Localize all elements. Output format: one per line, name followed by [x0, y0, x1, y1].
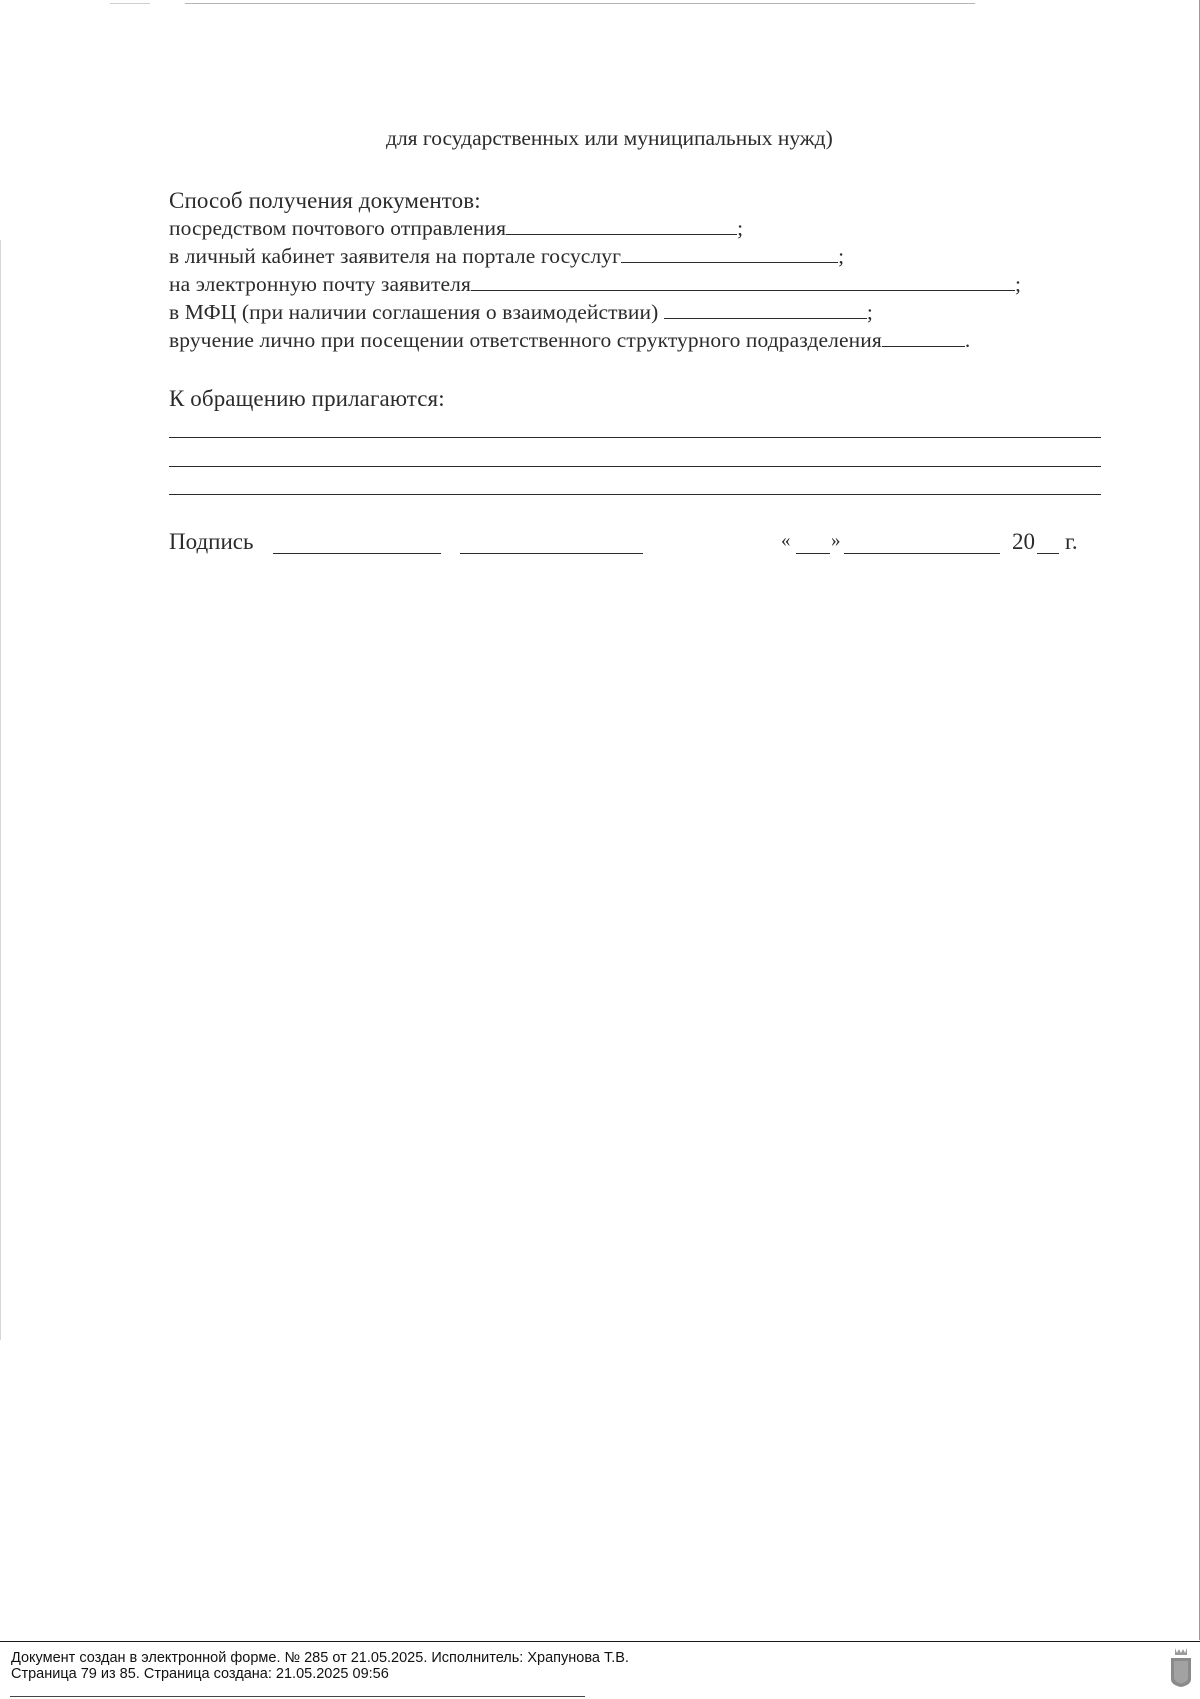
- receipt-option-label: вручение лично при посещении ответственного структурного подразделения: [169, 328, 882, 352]
- fill-in-blank[interactable]: [506, 216, 737, 235]
- attachment-line-1[interactable]: [169, 437, 1101, 438]
- receipt-option-email: [169, 271, 1021, 297]
- fill-in-blank[interactable]: [882, 328, 965, 347]
- option-terminator: ;: [737, 216, 744, 240]
- signature-row: [169, 529, 1109, 559]
- receipt-option-label: посредством почтового отправления: [169, 216, 507, 240]
- receipt-option-gosuslugi: [169, 243, 844, 269]
- attachment-line-2[interactable]: [169, 466, 1101, 467]
- signature-name-blank[interactable]: [460, 531, 643, 554]
- scan-top-rule: [185, 3, 975, 4]
- option-terminator: .: [964, 328, 971, 352]
- receipt-option-in-person: [169, 327, 970, 353]
- day-blank[interactable]: [796, 531, 830, 554]
- receipt-option-label: на электронную почту заявителя: [169, 272, 471, 296]
- year-prefix: 20: [1012, 529, 1035, 554]
- receipt-option-label: в личный кабинет заявителя на портале госуслуг: [169, 244, 622, 268]
- month-blank[interactable]: [844, 531, 1000, 554]
- option-terminator: ;: [866, 300, 873, 324]
- year-blank[interactable]: [1037, 531, 1059, 554]
- date-close-quote: »: [831, 530, 841, 551]
- receipt-option-post: [169, 215, 743, 241]
- fill-in-blank[interactable]: [471, 272, 1015, 291]
- fill-in-blank[interactable]: [621, 244, 838, 263]
- year-suffix: г.: [1065, 529, 1078, 554]
- attachment-line-3[interactable]: [169, 494, 1101, 495]
- footer-document-info: Документ создан в электронной форме. № 285 от 21.05.2025. Исполнитель: Храпунова Т.В.: [11, 1650, 629, 1666]
- document-footer: [0, 1641, 1200, 1699]
- option-terminator: ;: [1014, 272, 1022, 296]
- footer-rule: [10, 1696, 585, 1697]
- option-terminator: ;: [838, 244, 845, 268]
- receipt-option-label: в МФЦ (при наличии соглашения о взаимодействии): [169, 300, 659, 324]
- attachments-title: К обращению прилагаются:: [169, 386, 445, 411]
- signature-blank[interactable]: [273, 531, 441, 554]
- page-left-edge: [0, 240, 1, 1340]
- footer-page-info: Страница 79 из 85. Страница создана: 21.05.2025 09:56: [11, 1666, 389, 1682]
- crest-icon: [1168, 1646, 1194, 1688]
- continuation-text: для государственных или муниципальных нужд): [386, 126, 833, 150]
- signature-label: Подпись: [169, 529, 254, 554]
- date-open-quote: «: [781, 530, 791, 551]
- scan-edge-mark: [110, 3, 150, 4]
- receipt-method-title: Способ получения документов:: [169, 188, 481, 213]
- receipt-option-mfc: [169, 299, 873, 325]
- fill-in-blank[interactable]: [664, 300, 867, 319]
